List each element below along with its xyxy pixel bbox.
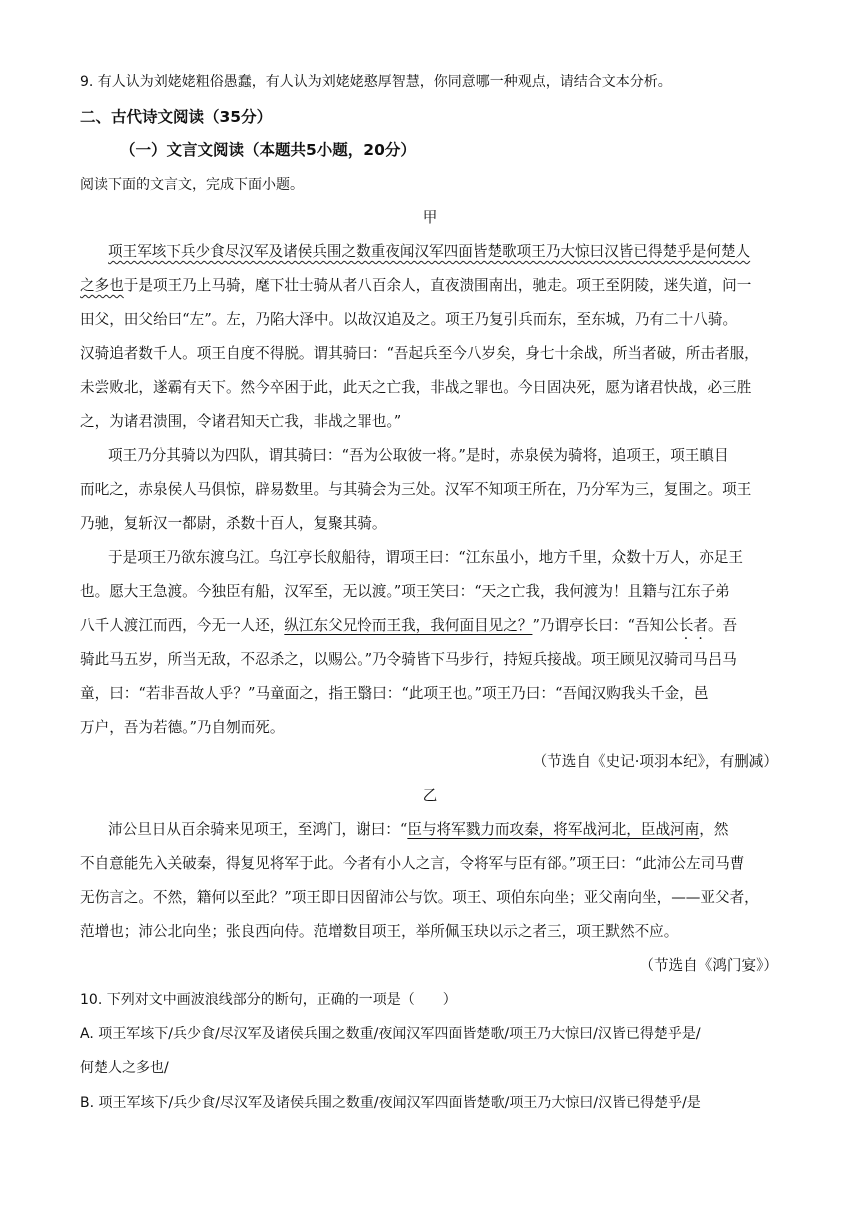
text-jia-label: 甲 xyxy=(422,209,438,226)
text-span: 于是项王乃上马骑，麾下壮士骑从者八百余人，直夜溃围南出，驰走。项王至阴陵，迷失道，问一 xyxy=(123,277,752,294)
option-a-line-1: A. 项王军垓下/兵少食/尽汉军及诸侯兵围之数重/夜闻汉军四面皆楚歌/项王乃大惊曰/汉皆已得楚乎是/ xyxy=(80,1026,701,1042)
text-span: 。吾 xyxy=(707,617,738,634)
question-9: 9. 有人认为刘姥姥粗俗愚蠢，有人认为刘姥姥憨厚智慧，你同意哪一种观点，请结合文本分析。 xyxy=(80,74,672,90)
wavy-underlined-sentence-end: 之多也 xyxy=(80,277,124,294)
jia-p1-line-2 xyxy=(80,276,751,296)
question-10: 10. 下列对文中画波浪线部分的断句，正确的一项是（ ） xyxy=(80,992,457,1008)
jia-p1-line-4: 汉骑追者数千人。项王自度不得脱。谓其骑曰：“吾起兵至今八岁矣，身七十余战，所当者破，所击者服， xyxy=(80,345,759,362)
jia-p2-line-1: 项王乃分其骑以为四队，谓其骑曰：“吾为公取彼一将。”是时，赤泉侯为骑将，追项王，项王瞋目 xyxy=(108,447,729,464)
yi-line-3: 无伤言之。不然，籍何以至此？”项王即日因留沛公与饮。项王、项伯东向坐；亚父南向坐，——亚父者， xyxy=(80,889,759,906)
yi-source: （节选自《鸿门宴》） xyxy=(639,957,778,974)
underlined-sentence: 纵江东父兄怜而王我，我何面目见之？ xyxy=(284,617,533,634)
text-yi-label: 乙 xyxy=(422,787,438,804)
jia-p3-line-3 xyxy=(80,616,737,636)
jia-p3-line-1: 于是项王乃欲东渡乌江。乌江亭长舣船待，谓项王曰：“江东虽小，地方千里，众数十万人，亦足王 xyxy=(108,549,743,566)
dotted-char: 者 xyxy=(693,617,708,634)
subsection-1-title: （一）文言文阅读（本题共5小题，20分） xyxy=(120,141,416,159)
jia-p2-line-3: 乃驰，复斩汉一都尉，杀数十百人，复聚其骑。 xyxy=(80,515,387,532)
yi-line-2: 不自意能先入关破秦，得复见将军于此。今者有小人之言，令将军与臣有郤。”项王曰：“此沛公左司马曹 xyxy=(80,855,745,872)
underlined-sentence: 臣与将军戮力而攻秦，将军战河北，臣战河南 xyxy=(407,821,700,838)
jia-source: （节选自《史记·项羽本纪》，有删减） xyxy=(532,753,778,770)
jia-p1-line-6: 之，为诸君溃围，令诸君知天亡我，非战之罪也。” xyxy=(80,413,402,430)
text-span: ”乃谓亭长曰：“吾知公 xyxy=(532,617,679,634)
jia-p3-line-4: 骑此马五岁，所当无敌，不忍杀之，以赐公。”乃令骑皆下马步行，持短兵接战。项王顾见汉骑司马吕马 xyxy=(80,651,737,668)
jia-p3-line-2: 也。愿大王急渡。今独臣有船，汉军至，无以渡。”项王笑曰：“天之亡我，我何渡为！且籍与江东子弟 xyxy=(80,583,730,600)
yi-line-4: 范增也；沛公北向坐；张良西向侍。范增数目项王，举所佩玉玦以示之者三，项王默然不应。 xyxy=(80,923,679,940)
text-span: 八千人渡江而西，今无一人还， xyxy=(80,617,285,634)
section-2-title: 二、古代诗文阅读（35分） xyxy=(80,108,273,126)
option-b-line-1: B. 项王军垓下/兵少食/尽汉军及诸侯兵围之数重/夜闻汉军四面皆楚歌/项王乃大惊曰/汉皆已得楚乎/是 xyxy=(80,1095,701,1111)
jia-p1-line-5: 未尝败北，遂霸有天下。然今卒困于此，此天之亡我，非战之罪也。今日固决死，愿为诸君快战，必三胜 xyxy=(80,379,752,396)
option-a-line-2: 何楚人之多也/ xyxy=(80,1060,169,1076)
text-span: 沛公旦日从百余骑来见项王，至鸿门，谢曰：“ xyxy=(108,821,408,838)
reading-instruction: 阅读下面的文言文，完成下面小题。 xyxy=(80,177,304,193)
jia-p3-line-6: 万户，吾为若德。”乃自刎而死。 xyxy=(80,719,285,736)
jia-p2-line-2: 而叱之，赤泉侯人马俱惊，辟易数里。与其骑会为三处。汉军不知项王所在，乃分军为三，复围之。项王 xyxy=(80,481,752,498)
text-span: ，然 xyxy=(699,821,729,838)
jia-p1-line-3: 田父，田父绐曰“左”。左，乃陷大泽中。以故汉追及之。项王乃复引兵而东，至东城，乃有二十八骑。 xyxy=(80,311,738,328)
jia-p3-line-5: 童，曰：“若非吾故人乎？”马童面之，指王翳曰：“此项王也。”项王乃曰：“吾闻汉购我头千金，邑 xyxy=(80,685,709,702)
dotted-char: 长 xyxy=(678,617,694,634)
wavy-underlined-sentence: 项王军垓下兵少食尽汉军及诸侯兵围之数重夜闻汉军四面皆楚歌项王乃大惊曰汉皆已得楚乎是何楚人 xyxy=(108,243,751,260)
yi-line-1 xyxy=(108,820,728,840)
jia-p1-line-1 xyxy=(108,242,750,262)
